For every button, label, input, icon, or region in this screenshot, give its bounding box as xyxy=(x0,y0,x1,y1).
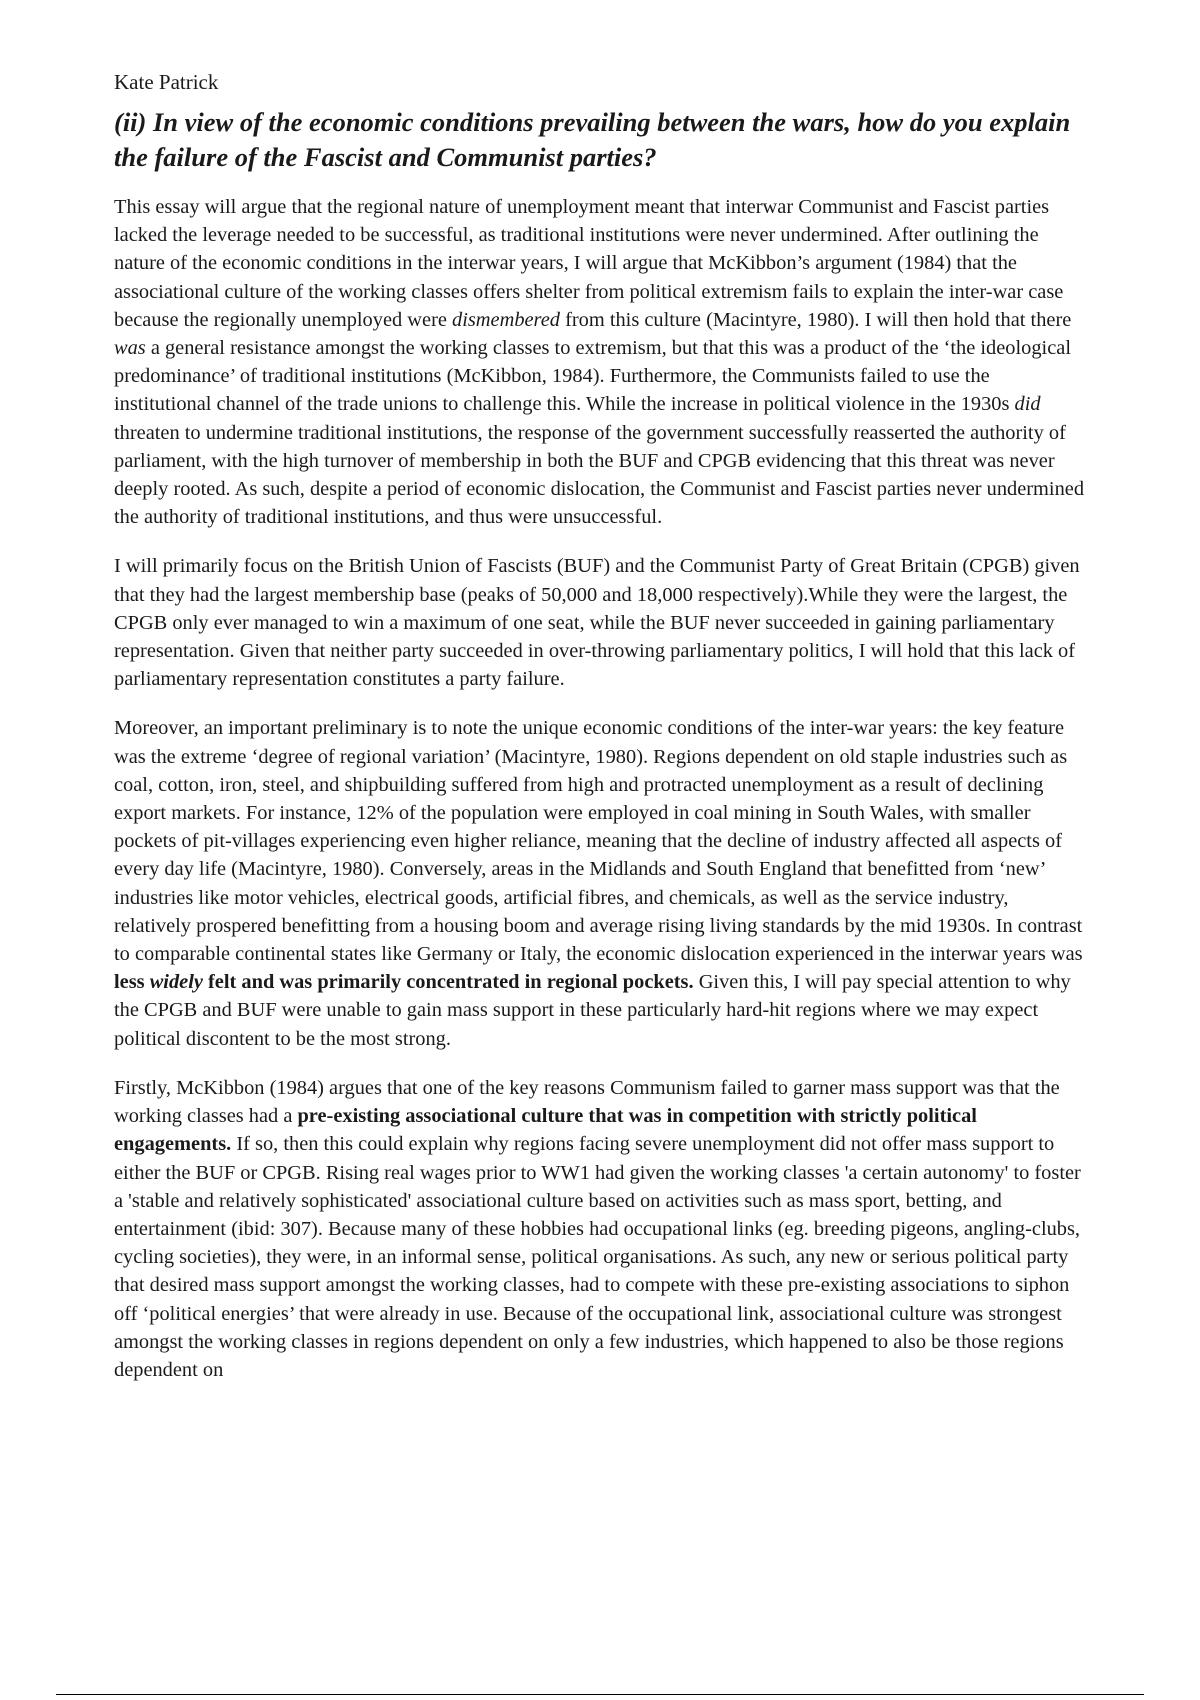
paragraph-associational-culture xyxy=(114,1074,1086,1384)
p3-bold-felt: felt and was primarily concentrated in regional pockets. xyxy=(202,971,694,994)
p4-bold-pre-existing: pre-existing associational culture that was in competition with strictly political engagements. xyxy=(114,1105,977,1156)
p3-bold-italic-widely: widely xyxy=(149,971,203,994)
p4-text-c: If so, then this could explain why regions facing severe unemployment did not offer mass support to either the BUF or CPGB. Rising real wages prior to WW1 had given the working classes 'a certain autonomy' to foster a 'stable and relatively sophisticated' associational culture based on activities such as mass sport, betting, and entertainment (ibid: 307). Because many of these hobbies had occupational links (eg. breeding pigeons, angling-clubs, cycling societies), they were, in an informal sense, political organisations. As such, any new or serious political party that desired mass support amongst the working classes, had to compete with these pre-existing associations to siphon off ‘political energies’ that were already in use. Because of the occupational link, associational culture was strongest amongst the working classes in regions dependent on only a few industries, which happened to also be those regions dependent on xyxy=(114,1133,1081,1381)
paragraph-focus: I will primarily focus on the British Union of Fascists (BUF) and the Communist Party of Great Britain (CPGB) given that they had the largest membership base (peaks of 50,000 and 18,000 respectively).While they were the largest, the CPGB only ever managed to win a maximum of one seat, while the BUF never succeeded in gaining parliamentary representation. Given that neither party succeeded in over-throwing parliamentary politics, I will hold that this lack of parliamentary representation constitutes a party failure. xyxy=(114,555,1080,691)
p3-text-e: Given this, I will pay special attention to why the CPGB and BUF were unable to gain mass support in these particularly hard-hit regions where we may expect political discontent to be the most strong. xyxy=(114,971,1071,1050)
p1-italic-dismembered: dismembered xyxy=(452,308,560,331)
p1-italic-did: did xyxy=(1014,393,1041,416)
p1-text-c: from this culture (Macintyre, 1980). I will then hold that there xyxy=(559,308,1072,331)
p4-text-a: Firstly, McKibbon (1984) argues that one of the key reasons Communism failed to garner mass support was that the working classes had a xyxy=(114,1076,1060,1128)
essay-title: (ii) In view of the economic conditions prevailing between the wars, how do you explain the failure of the Fascist and Communist parties? xyxy=(114,107,1071,172)
p1-italic-was: was xyxy=(114,337,146,360)
p3-bold-less: less xyxy=(114,971,150,994)
author-name: Kate Patrick xyxy=(114,70,219,94)
paragraph-economic-conditions xyxy=(114,714,1086,1052)
paragraph-introduction xyxy=(114,193,1086,531)
document-page xyxy=(114,70,1086,1405)
p1-text-e: a general resistance amongst the working classes to extremism, but that this was a product of the ‘the ideological predominance’ of traditional institutions (McKibbon, 1984). Furthermore, the Communists failed to use the institutional channel of the trade unions to challenge this. While the increase in political violence in the 1930s xyxy=(114,337,1071,416)
footer-rule xyxy=(56,1694,1144,1695)
p1-text-g: threaten to undermine traditional institutions, the response of the government successfully reasserted the authority of parliament, with the high turnover of membership in both the BUF and CPGB evidencing that this threat was never deeply rooted. As such, despite a period of economic dislocation, the Communist and Fascist parties never undermined the authority of traditional institutions, and thus were unsuccessful. xyxy=(114,421,1085,529)
p3-text-a: Moreover, an important preliminary is to note the unique economic conditions of the inter-war years: the key feature was the extreme ‘degree of regional variation’ (Macintyre, 1980). Regions dependent on old staple industries such as coal, cotton, iron, steel, and shipbuilding suffered from high and protracted unemployment as a result of declining export markets. For instance, 12% of the population were employed in coal mining in South Wales, with smaller pockets of pit-villages experiencing even higher reliance, meaning that the decline of industry affected all aspects of every day life (Macintyre, 1980). Conversely, areas in the Midlands and South England that benefitted from ‘new’ industries like motor vehicles, electrical goods, artificial fibres, and chemicals, as well as the service industry, relatively prospered benefitting from a housing boom and average rising living standards by the mid 1930s. In contrast to comparable continental states like Germany or Italy, the economic dislocation experienced in the interwar years was xyxy=(114,717,1083,966)
p1-text-a: This essay will argue that the regional nature of unemployment meant that interwar Communist and Fascist parties lacked the leverage needed to be successful, as traditional institutions were never undermined. After outlining the nature of the economic conditions in the interwar years, I will argue that McKibbon’s argument (1984) that the associational culture of the working classes offers shelter from political extremism fails to explain the inter-war case because the regionally unemployed were xyxy=(114,196,1064,331)
